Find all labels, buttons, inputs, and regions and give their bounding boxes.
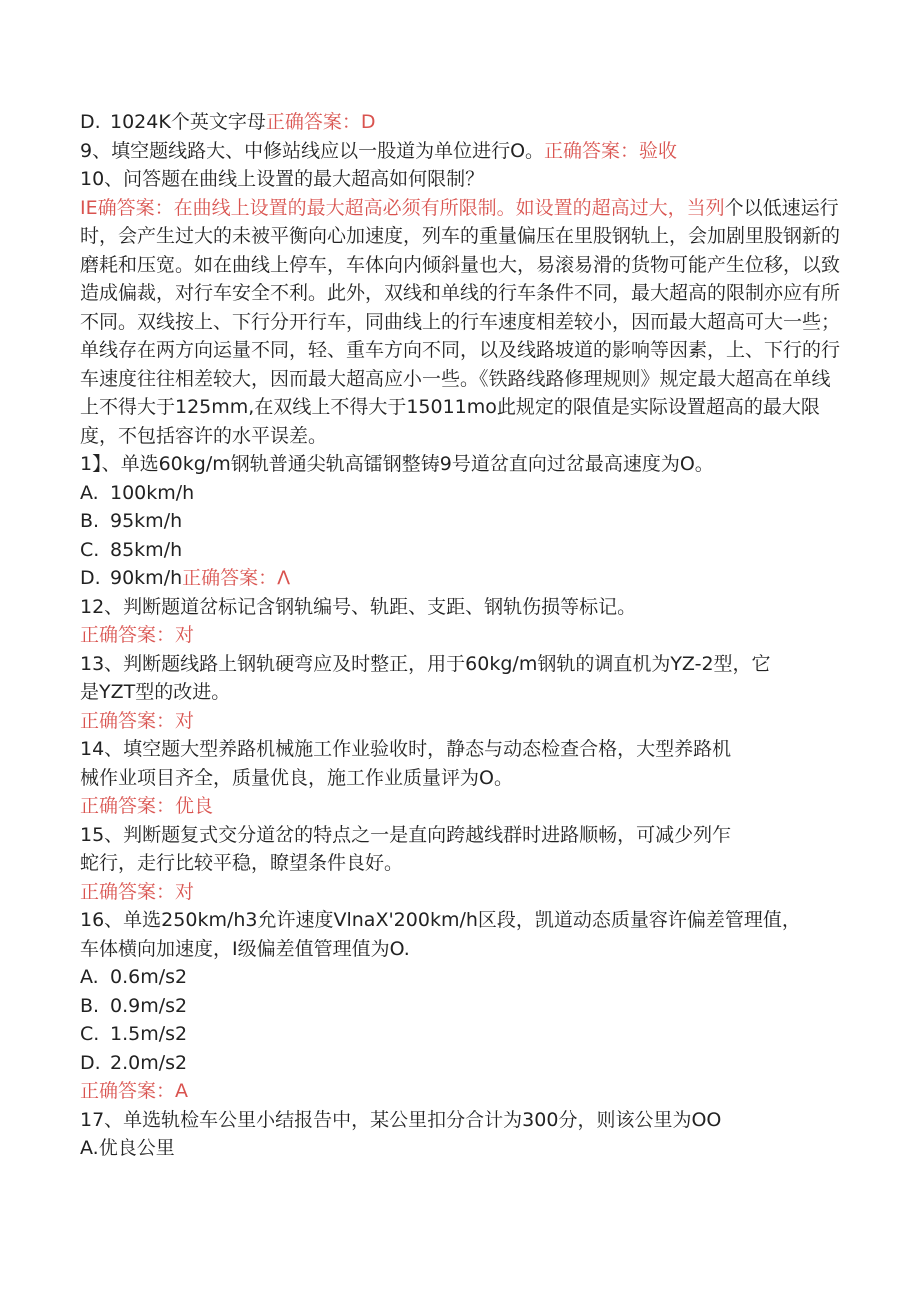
q11-option-a <box>80 479 840 508</box>
q15-answer: 正确答案：对 <box>80 880 195 903</box>
q17-stem: 17、单选轨检车公里小结报告中，某公里扣分合计为300分，则该公里为OO <box>80 1108 722 1131</box>
q11-option-d <box>80 564 840 593</box>
option-letter: A. <box>80 966 99 988</box>
q15-stem-line2: 蛇行，走行比较平稳，瞭望条件良好。 <box>80 852 404 874</box>
correct-answer: IE确答案：在曲线上设置的最大超高必须有所限制。如设置的超高过大，当列 <box>80 196 725 219</box>
option-text: 85km∕h <box>110 538 183 561</box>
option-letter: C. <box>80 1023 100 1045</box>
option-text: 95km∕h <box>110 510 183 532</box>
q14-answer: 正确答案：优良 <box>80 795 214 817</box>
q13-stem-line2: 是YZT型的改进。 <box>80 681 231 703</box>
option-text: 1024K个英文字母 <box>110 111 266 133</box>
q14-stem-line1: 14、填空题大型养路机械施工作业验收时，静态与动态检查合格，大型养路机 <box>80 738 732 760</box>
q8-option-d <box>80 108 840 137</box>
q13-answer: 正确答案：对 <box>80 709 195 732</box>
q16-stem-line1: 16、单选250km∕h3允许速度VlnaX'200km∕h区段，凯道动态质量容许偏差管理值， <box>80 909 801 931</box>
correct-answer: 正确答案：Λ <box>182 567 291 589</box>
q16-option-d <box>80 1049 840 1078</box>
q16-answer: 正确答案：A <box>80 1080 188 1102</box>
option-text: 0.6m∕s2 <box>110 966 188 988</box>
option-text: 1.5m∕s2 <box>110 1023 188 1045</box>
option-letter: B. <box>80 510 100 532</box>
correct-answer: 正确答案：D <box>265 111 376 133</box>
option-letter: C. <box>80 538 100 561</box>
option-letter: A. <box>80 481 99 504</box>
document-page <box>80 108 840 1163</box>
q14-stem-line2: 械作业项目齐全，质量优良，施工作业质量评为O。 <box>80 766 513 789</box>
option-letter: D. <box>80 567 101 589</box>
q15-stem-line1: 15、判断题复式交分道岔的特点之一是直向跨越线群时进路顺畅，可减少列乍 <box>80 823 732 846</box>
q16-option-c <box>80 1020 840 1049</box>
q10-stem: 10、问答题在曲线上设置的最大超高如何限制？ <box>80 168 485 190</box>
q16-option-b <box>80 992 840 1021</box>
option-text: 90km∕h <box>110 567 183 589</box>
q17-option-a: A.优良公里 <box>80 1137 175 1159</box>
q13-stem-line1: 13、判断题线路上钢轨硬弯应及时整正，用于60kg∕m钢轨的调直机为YZ-2型，它 <box>80 652 771 675</box>
option-text: 100km∕h <box>110 481 195 504</box>
q10-answer <box>80 194 840 451</box>
question-stem: 9、填空题线路大、中修站线应以一股道为单位进行O。 <box>80 139 545 162</box>
option-text: 2.0m∕s2 <box>110 1051 188 1074</box>
q12-answer: 正确答案：对 <box>80 624 195 646</box>
q11-option-b <box>80 507 840 536</box>
option-text: 0.9m∕s2 <box>110 994 188 1017</box>
q12-stem: 12、判断题道岔标记含钢轨编号、轨距、支距、钢轨伤损等标记。 <box>80 595 637 618</box>
q16-option-a <box>80 963 840 992</box>
answer-text: 个以低速运行时，会产生过大的未被平衡向心加速度，列车的重量偏压在里股钢轨上，会加剧里股钢新的磨耗和压宽。如在曲线上停车，车体向内倾斜量也大，易滚易滑的货物可能产生位移，以致造成偏裁，对行车安全不利。此外，双线和单线的行车条件不同，最大超高的限制亦应有所不同。双线按上、下行分开行车，同曲线上的行车速度相差较小，因而最大超高可大一些；单线存在两方向运量不同，轻、重车方向不同，以及线路坡道的影响等因素，上、下行的行车速度往往相差较大，因而最大超高应小一些。《铁路线路修理规则》规定最大超高在单线上不得大于125mm,在双线上不得大于15011mo此规定的限值是实际设置超高的最大限度，不包括容许的水平误差。 <box>80 196 841 447</box>
q16-stem-line2: 车体横向加速度，I级偏差值管理值为O. <box>80 937 410 960</box>
option-letter: B. <box>80 994 100 1017</box>
q9 <box>80 137 840 166</box>
option-letter: D. <box>80 111 101 133</box>
option-letter: D. <box>80 1051 101 1074</box>
correct-answer: 正确答案：验收 <box>544 139 678 162</box>
q11-stem: 1】、单选60kg∕m钢轨普通尖轨高镭钢整铸9号道岔直向过岔最高速度为O。 <box>80 453 714 475</box>
q11-option-c <box>80 536 840 565</box>
